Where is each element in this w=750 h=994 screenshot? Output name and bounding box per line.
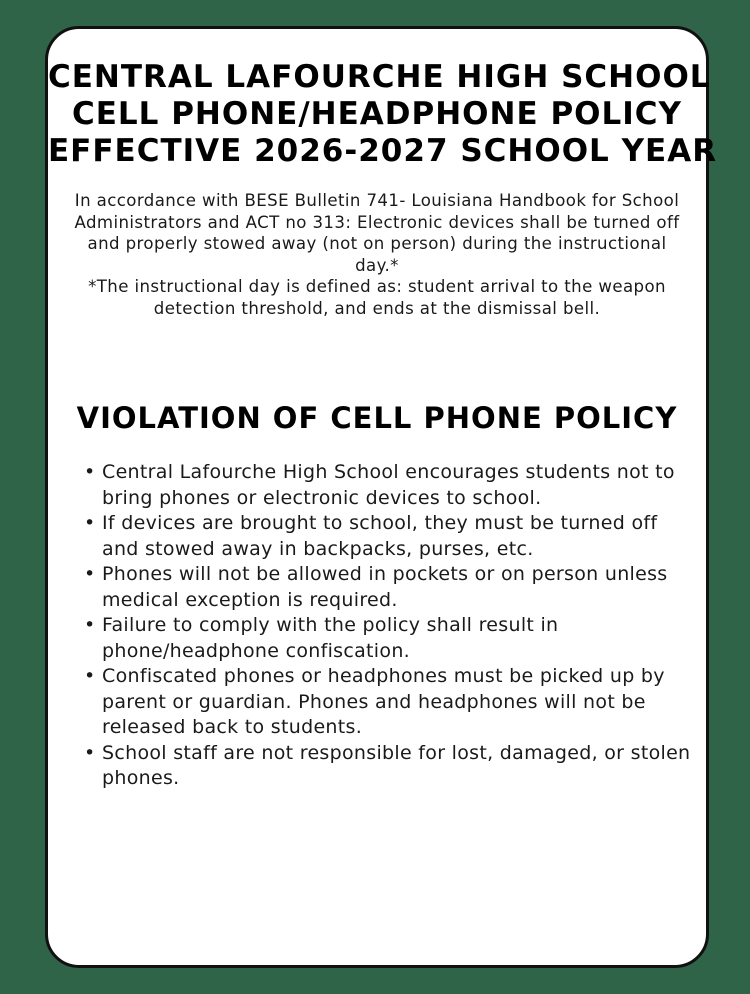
bullet-icon: • [84,512,96,534]
rule-item [84,741,692,792]
rule-text: Central Lafourche High School encourages students not to bring phones or electronic devices to school. [102,461,675,509]
rule-text: Confiscated phones or headphones must be picked up by parent or guardian. Phones and headphones will not be released back to students. [102,665,665,738]
bullet-icon: • [84,614,96,636]
rule-text: If devices are brought to school, they must be turned off and stowed away in backpacks, purses, etc. [102,512,658,560]
title-line-policy: CELL PHONE/HEADPHONE POLICY [71,96,683,132]
rule-item [84,664,692,741]
rule-item [84,511,692,562]
title-line-effective: EFFECTIVE 2026-2027 SCHOOL YEAR [48,133,718,169]
intro-footnote: *The instructional day is defined as: student arrival to the weapon detection threshold, and ends at the dismissal bell. [88,277,666,318]
rule-text: Phones will not be allowed in pockets or on person unless medical exception is required. [102,563,668,611]
bullet-icon: • [84,461,96,483]
rule-text: School staff are not responsible for lost, damaged, or stolen phones. [102,741,691,789]
policy-card [45,26,718,968]
rule-item [84,460,692,511]
bullet-icon: • [84,741,96,764]
rule-item [84,613,692,664]
intro-section [64,190,690,319]
bullet-icon: • [84,563,96,585]
violation-heading: VIOLATION OF CELL PHONE POLICY [76,401,678,435]
bullet-icon: • [84,665,96,687]
intro-paragraph: In accordance with BESE Bulletin 741- Louisiana Handbook for School Administrators and ACT no 313: Electronic devices shall be turned off and properly stowed away (not on person) during the instructional day.* [74,191,680,275]
violation-rules-list [84,460,692,792]
title-line-school: CENTRAL LAFOURCHE HIGH SCHOOL [48,59,711,95]
policy-title [48,59,718,170]
rule-item [84,562,692,613]
rule-text: Failure to comply with the policy shall result in phone/headphone confiscation. [102,614,559,662]
